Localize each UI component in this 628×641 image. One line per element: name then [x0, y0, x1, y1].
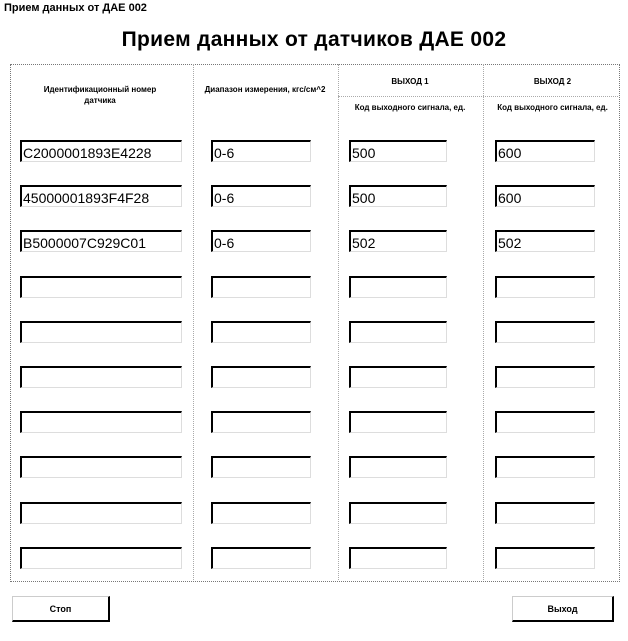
sensor-id-field[interactable]	[20, 185, 182, 207]
output1-code-field-input[interactable]	[351, 142, 446, 161]
output2-code-field-input[interactable]	[497, 142, 594, 161]
output2-code-field-input[interactable]	[497, 278, 594, 297]
range-field-input[interactable]	[213, 278, 310, 297]
column-header-range: Диапазон измерения, кгс/см^2	[204, 85, 326, 94]
window-title: Прием данных от ДАЕ 002	[4, 2, 147, 14]
output1-code-field-input[interactable]	[351, 368, 446, 387]
output2-code-field-input[interactable]	[497, 504, 594, 523]
output1-code-field-input[interactable]	[351, 413, 446, 432]
column-divider	[338, 64, 339, 580]
output1-code-field[interactable]	[349, 276, 447, 298]
column-header-output2: ВЫХОД 2	[533, 77, 572, 86]
range-field-input[interactable]	[213, 413, 310, 432]
range-field-input[interactable]	[213, 232, 310, 251]
output1-code-field[interactable]	[349, 230, 447, 252]
output1-code-field-input[interactable]	[351, 323, 446, 342]
output2-code-field[interactable]	[495, 230, 595, 252]
output2-code-field-input[interactable]	[497, 187, 594, 206]
column-divider	[483, 64, 484, 580]
output1-code-field-input[interactable]	[351, 504, 446, 523]
sensor-id-field-input[interactable]	[22, 549, 181, 568]
page-title: Прием данных от датчиков ДАЕ 002	[121, 28, 507, 51]
sensor-id-field[interactable]	[20, 547, 182, 569]
column-header-output1: ВЫХОД 1	[391, 77, 429, 86]
output2-code-field[interactable]	[495, 276, 595, 298]
stop-button[interactable]: Стоп	[12, 596, 110, 622]
column-subheader-output2-code: Код выходного сигнала, ед.	[497, 103, 608, 112]
output2-code-field-input[interactable]	[497, 549, 594, 568]
sensor-id-field-input[interactable]	[22, 368, 181, 387]
sensor-id-field-input[interactable]	[22, 142, 181, 161]
output1-code-field[interactable]	[349, 140, 447, 162]
output1-code-field-input[interactable]	[351, 549, 446, 568]
range-field[interactable]	[211, 456, 311, 478]
sensor-id-field-input[interactable]	[22, 458, 181, 477]
range-field-input[interactable]	[213, 458, 310, 477]
column-header-sensor-id: Идентификационный номер датчика	[43, 85, 157, 105]
range-field-input[interactable]	[213, 142, 310, 161]
output2-code-field-input[interactable]	[497, 413, 594, 432]
output2-code-field[interactable]	[495, 140, 595, 162]
range-field[interactable]	[211, 276, 311, 298]
output1-code-field[interactable]	[349, 456, 447, 478]
range-field[interactable]	[211, 230, 311, 252]
exit-button[interactable]: Выход	[512, 596, 614, 622]
range-field-input[interactable]	[213, 187, 310, 206]
output1-code-field[interactable]	[349, 321, 447, 343]
output2-code-field[interactable]	[495, 456, 595, 478]
output1-code-field[interactable]	[349, 366, 447, 388]
output1-code-field[interactable]	[349, 185, 447, 207]
range-field-input[interactable]	[213, 323, 310, 342]
sensor-id-field[interactable]	[20, 366, 182, 388]
sensor-id-field[interactable]	[20, 456, 182, 478]
sensor-id-field[interactable]	[20, 230, 182, 252]
output2-code-field[interactable]	[495, 411, 595, 433]
output2-code-field-input[interactable]	[497, 368, 594, 387]
sensor-id-field[interactable]	[20, 321, 182, 343]
output1-code-field-input[interactable]	[351, 187, 446, 206]
sensor-id-field[interactable]	[20, 502, 182, 524]
range-field[interactable]	[211, 366, 311, 388]
range-field-input[interactable]	[213, 549, 310, 568]
sensor-id-field-input[interactable]	[22, 504, 181, 523]
output2-code-field[interactable]	[495, 185, 595, 207]
sensor-id-field[interactable]	[20, 276, 182, 298]
output2-code-field[interactable]	[495, 502, 595, 524]
sensor-id-field-input[interactable]	[22, 413, 181, 432]
output1-code-field-input[interactable]	[351, 278, 446, 297]
column-divider	[193, 64, 194, 580]
output1-code-field[interactable]	[349, 547, 447, 569]
sensor-id-field[interactable]	[20, 411, 182, 433]
range-field[interactable]	[211, 411, 311, 433]
sensor-id-field-input[interactable]	[22, 278, 181, 297]
sensor-id-field-input[interactable]	[22, 187, 181, 206]
output2-code-field-input[interactable]	[497, 458, 594, 477]
sensor-id-field[interactable]	[20, 140, 182, 162]
output1-code-field[interactable]	[349, 411, 447, 433]
output2-code-field[interactable]	[495, 321, 595, 343]
header-divider	[338, 96, 618, 97]
range-field[interactable]	[211, 547, 311, 569]
range-field-input[interactable]	[213, 504, 310, 523]
output2-code-field-input[interactable]	[497, 323, 594, 342]
output1-code-field-input[interactable]	[351, 458, 446, 477]
output1-code-field[interactable]	[349, 502, 447, 524]
range-field-input[interactable]	[213, 368, 310, 387]
output2-code-field[interactable]	[495, 366, 595, 388]
range-field[interactable]	[211, 185, 311, 207]
range-field[interactable]	[211, 502, 311, 524]
output2-code-field[interactable]	[495, 547, 595, 569]
output1-code-field-input[interactable]	[351, 232, 446, 251]
range-field[interactable]	[211, 321, 311, 343]
sensor-id-field-input[interactable]	[22, 232, 181, 251]
column-subheader-output1-code: Код выходного сигнала, ед.	[354, 103, 466, 112]
sensor-id-field-input[interactable]	[22, 323, 181, 342]
output2-code-field-input[interactable]	[497, 232, 594, 251]
range-field[interactable]	[211, 140, 311, 162]
